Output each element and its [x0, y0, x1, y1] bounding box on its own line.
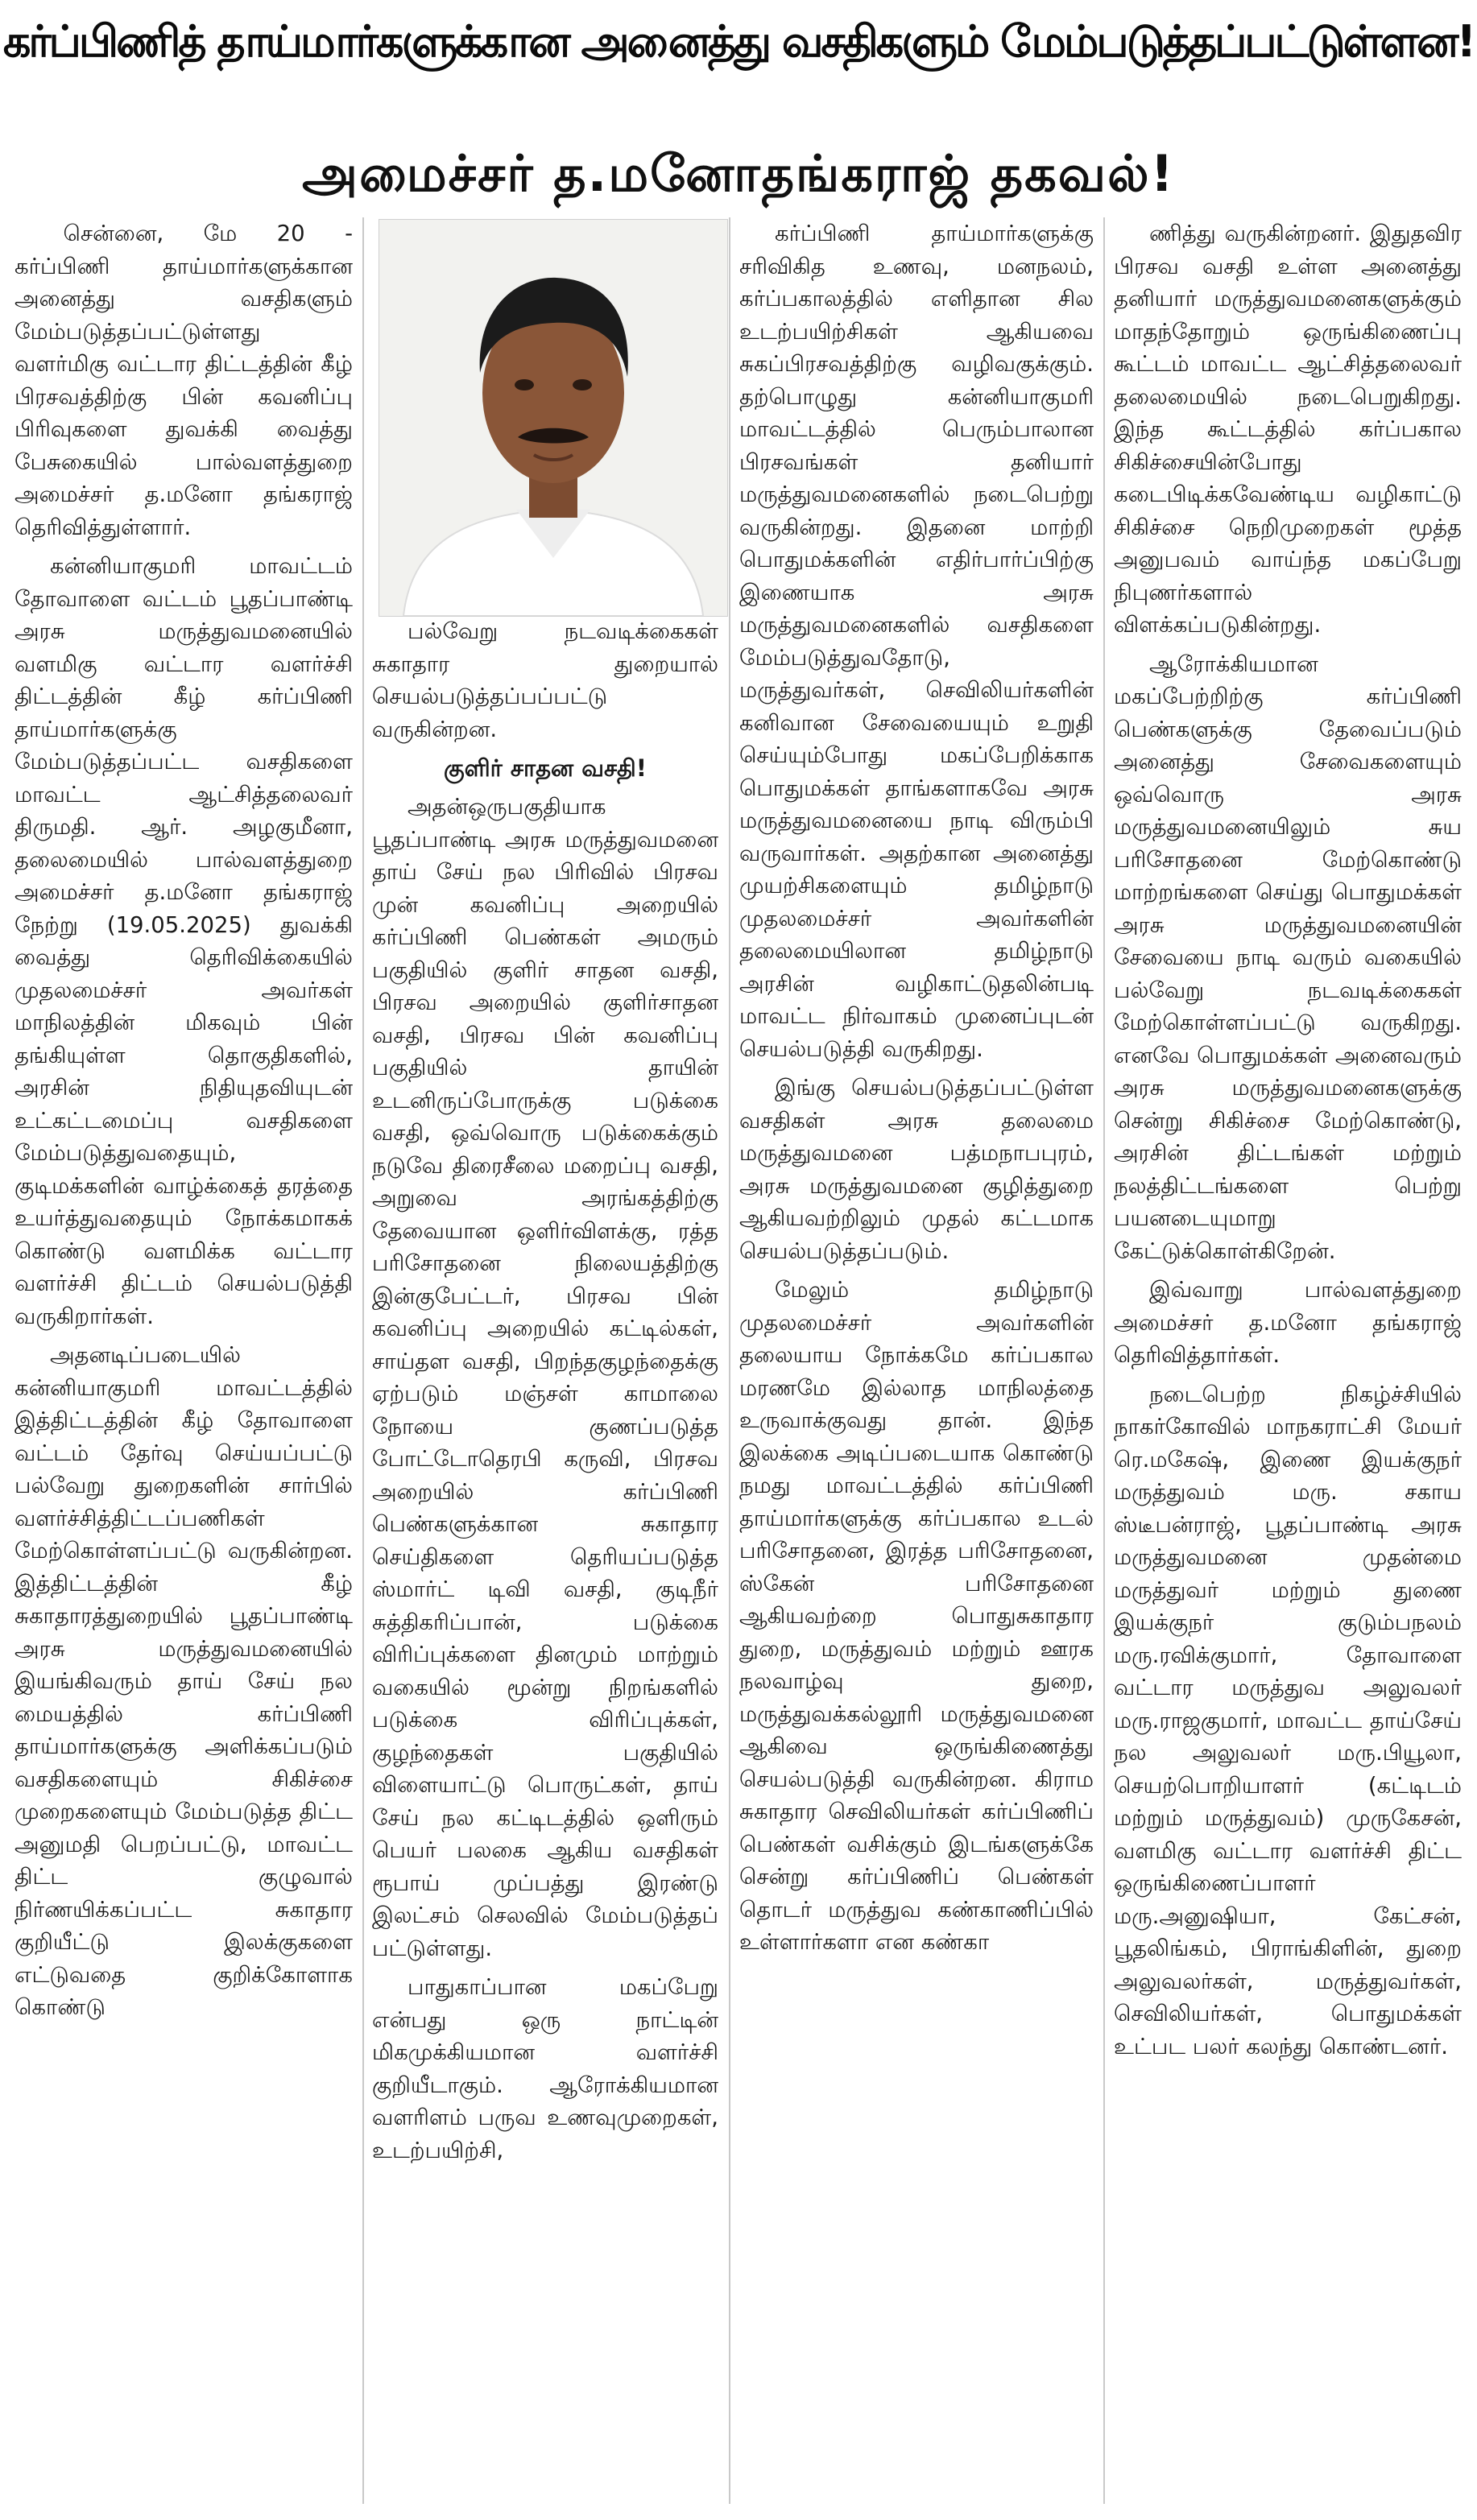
article-paragraph: இவ்வாறு பால்வளத்துறை அமைச்சர் த.மனோ தங்கராஜ் தெரிவித்தார்கள்.: [1114, 1277, 1462, 1368]
article-paragraph: பல்வேறு நடவடிக்கைகள் சுகாதார துறையால் செயல்படுத்தப்பப்பட்டு வருகின்றன.: [372, 618, 718, 742]
article-column-2: [372, 615, 718, 2508]
article-paragraph: மேலும் தமிழ்நாடு முதலமைச்சர் அவர்களின் தலையாய நோக்கமே கர்ப்பகால மரணமே இல்லாத மாநிலத்தை உருவாக்குவது தான். இந்த இலக்கை அடிப்படையாக கொண்டு நமது மாவட்டத்தில் கர்ப்பிணி தாய்மார்களுக்கு கர்ப்பகால உடல் பரிசோதனை, இரத்த பரிசோதனை, ஸ்கேன் பரிசோதனை ஆகியவற்றை பொதுசுகாதார துறை, மருத்துவம் மற்றும் ஊரக நலவாழ்வு துறை, மருத்துவக்கல்லூரி மருத்துவமனை ஆகிவை ஒருங்கிணைத்து செயல்படுத்தி வருகின்றன. கிராம சுகாதார செவிலியர்கள் கர்ப்பிணிப் பெண்கள் வசிக்கும் இடங்களுக்கே சென்று கர்ப்பிணிப் பெண்கள் தொடர் மருத்துவ கண்காணிப்பில் உள்ளார்களா என கண்கா: [739, 1277, 1094, 1955]
article-column-3: [739, 217, 1094, 2508]
article-paragraph: அதன்ஒருபகுதியாக பூதப்பாண்டி அரசு மருத்துவமனை தாய் சேய் நல பிரிவில் பிரசவ முன் கவனிப்பு அறையில் கர்ப்பிணி பெண்கள் அமரும் பகுதியில் குளிர் சாதன வசதி, பிரசவ அறையில் குளிர்சாதன வசதி, பிரசவ பின் கவனிப்பு பகுதியில் தாயின் உடனிருப்போருக்கு படுக்கை வசதி, ஒவ்வொரு படுக்கைக்கும் நடுவே திரைசீலை மறைப்பு வசதி, அறுவை அரங்கத்திற்கு தேவையான ஒளிர்விளக்கு, ரத்த பரிசோதனை நிலையத்திற்கு இன்குபேட்டர், பிரசவ பின் கவனிப்பு அறையில் கட்டில்கள், சாய்தள வசதி, பிறந்தகுழந்தைக்கு ஏற்படும் மஞ்சள் காமாலை நோயை குணப்படுத்த போட்டோதெரபி கருவி, பிரசவ அறையில் கர்ப்பிணி பெண்களுக்கான சுகாதார செய்திகளை தெரியப்படுத்த ஸ்மார்ட் டிவி வசதி, குடிநீர் சுத்திகரிப்பான், படுக்கை விரிப்புக்களை தினமும் மாற்றும் வகையில் மூன்று நிறங்களில் படுக்கை விரிப்புக்கள், குழந்தைகள் பகுதியில் விளையாட்டு பொருட்கள், தாய் சேய் நல கட்டிடத்தில் ஒளிரும் பெயர் பலகை ஆகிய வசதிகள் ரூபாய் முப்பத்து இரண்டு இலட்சம் செலவில் மேம்படுத்தப் பட்டுள்ளது.: [372, 794, 718, 1961]
subheadline: அமைச்சர் த.மனோதங்கராஜ் தகவல்!: [302, 144, 1175, 203]
article-paragraph: பாதுகாப்பான மகப்பேறு என்பது ஒரு நாட்டின் மிகமுக்கியமான வளர்ச்சி குறியீடாகும். ஆரோக்கியமான வளரிளம் பருவ உணவுமுறைகள், உடற்பயிற்சி,: [372, 1974, 718, 2163]
portrait-image: [379, 220, 727, 616]
article-paragraph: கன்னியாகுமரி மாவட்டம் தோவாளை வட்டம் பூதப்பாண்டி அரசு மருத்துவமனையில் வளமிகு வட்டார வளர்ச்சி திட்டத்தின் கீழ் கர்ப்பிணி தாய்மார்களுக்கு மேம்படுத்தப்பட்ட வசதிகளை மாவட்ட ஆட்சித்தலைவர் திருமதி. ஆர். அழகுமீனா, தலைமையில் பால்வளத்துறை அமைச்சர் த.மனோ தங்கராஜ் நேற்று (19.05.2025) துவக்கி வைத்து தெரிவிக்கையில் முதலமைச்சர் அவர்கள் மாநிலத்தின் மிகவும் பின் தங்கியுள்ள தொகுதிகளில், அரசின் நிதியுதவியுடன் உட்கட்டமைப்பு வசதிகளை மேம்படுத்துவதையும், குடிமக்களின் வாழ்க்கைத் தரத்தை உயர்த்துவதையும் நோக்கமாகக் கொண்டு வளமிக்க வட்டார வளர்ச்சி திட்டம் செயல்படுத்தி வருகிறார்கள்.: [14, 553, 353, 1329]
column-divider: [362, 217, 364, 2504]
headline: கர்ப்பிணித் தாய்மார்களுக்கான அனைத்து வசதிகளும் மேம்படுத்தப்பட்டுள்ளன!: [2, 15, 1475, 67]
article-paragraph: இங்கு செயல்படுத்தப்பட்டுள்ள வசதிகள் அரசு தலைமை மருத்துவமனை பத்மநாபபுரம், அரசு மருத்துவமனை குழித்துறை ஆகியவற்றிலும் முதல் கட்டமாக செயல்படுத்தப்படும்.: [739, 1075, 1094, 1264]
dateline-paragraph: சென்னை, மே 20 - கர்ப்பிணி தாய்மார்களுக்கான அனைத்து வசதிகளும் மேம்படுத்தப்பட்டுள்ளது வளர்மிகு வட்டார திட்டத்தின் கீழ் பிரசவத்திற்கு பின் கவனிப்பு பிரிவுகளை துவக்கி வைத்து பேசுகையில் பால்வளத்துறை அமைச்சர் த.மனோ தங்கராஜ் தெரிவித்துள்ளார்.: [14, 221, 353, 540]
article-paragraph: கர்ப்பிணி தாய்மார்களுக்கு சரிவிகித உணவு, மனநலம், கர்ப்பகாலத்தில் எளிதான சில உடற்பயிற்சிகள் ஆகியவை சுகப்பிரசவத்திற்கு வழிவகுக்கும். தற்பொழுது கன்னியாகுமரி மாவட்டத்தில் பெரும்பாலான பிரசவங்கள் தனியார் மருத்துவமனைகளில் நடைபெற்று வருகின்றது. இதனை மாற்றி பொதுமக்களின் எதிர்பார்ப்பிற்கு இணையாக அரசு மருத்துவமனைகளில் வசதிகளை மேம்படுத்துவதோடு, மருத்துவர்கள், செவிலியர்களின் கனிவான சேவையையும் உறுதி செய்யும்போது மகப்பேறிக்காக பொதுமக்கள் தாங்களாகவே அரசு மருத்துவமனையை நாடி விரும்பி வருவார்கள். அதற்கான அனைத்து முயற்சிகளையும் தமிழ்நாடு முதலமைச்சர் அவர்களின் தலைமையிலான தமிழ்நாடு அரசின் வழிகாட்டுதலின்படி மாவட்ட நிர்வாகம் முனைப்புடன் செயல்படுத்தி வருகிறது.: [739, 221, 1094, 1062]
article-paragraph: ணித்து வருகின்றனர். இதுதவிர பிரசவ வசதி உள்ள அனைத்து தனியார் மருத்துவமனைகளுக்கும் மாதந்தோறும் ஒருங்கிணைப்பு கூட்டம் மாவட்ட ஆட்சித்தலைவர் தலைமையில் நடைபெறுகிறது. இந்த கூட்டத்தில் கர்ப்பகால சிகிச்சையின்போது கடைபிடிக்கவேண்டிய வழிகாட்டு சிகிச்சை நெறிமுறைகள் மூத்த அனுபவம் வாய்ந்த மகப்பேறு நிபுணர்களால் விளக்கப்படுகின்றது.: [1114, 221, 1462, 638]
article-column-4: [1114, 217, 1462, 2508]
article-column-1: [14, 217, 353, 2508]
article-paragraph: நடைபெற்ற நிகழ்ச்சியில் நாகர்கோவில் மாநகராட்சி மேயர் ரெ.மகேஷ், இணை இயக்குநர் மருத்துவம் மரு. சகாய ஸ்டீபன்ராஜ், பூதப்பாண்டி அரசு மருத்துவமனை முதன்மை மருத்துவர் மற்றும் துணை இயக்குநர் குடும்பநலம் மரு.ரவிக்குமார், தோவாளை வட்டார மருத்துவ அலுவலர் மரு.ராஜகுமார், மாவட்ட தாய்சேய் நல அலுவலர் மரு.பியூலா, செயற்பொறியாளர் (கட்டிடம் மற்றும் மருத்துவம்) முருகேசன், வளமிகு வட்டார வளர்ச்சி திட்ட ஒருங்கிணைப்பாளர் மரு.அனுஷியா, கேட்சன், பூதலிங்கம், பிராங்கிளின், துறை அலுவலர்கள், மருத்துவர்கள், செவிலியர்கள், பொதுமக்கள் உட்பட பலர் கலந்து கொண்டனர்.: [1114, 1381, 1462, 2059]
minister-photo: [379, 219, 728, 617]
column-divider: [729, 217, 730, 2504]
column-divider: [1103, 217, 1105, 2504]
article-paragraph: ஆரோக்கியமான மகப்பேற்றிற்கு கர்ப்பிணி பெண்களுக்கு தேவைப்படும் அனைத்து சேவைகளையும் ஒவ்வொரு அரசு மருத்துவமனையிலும் சுய பரிசோதனை மேற்கொண்டு மாற்றங்களை செய்து பொதுமக்கள் அரசு மருத்துவமனையின் சேவையை நாடி வரும் வகையில் பல்வேறு நடவடிக்கைகள் மேற்கொள்ளப்பட்டு வருகிறது. எனவே பொதுமக்கள் அனைவரும் அரசு மருத்துவமனைகளுக்கு சென்று சிகிச்சை மேற்கொண்டு, அரசின் திட்டங்கள் மற்றும் நலத்திட்டங்களை பெற்று பயனடையுமாறு கேட்டுக்கொள்கிறேன்.: [1114, 651, 1462, 1264]
article-paragraph: அதனடிப்படையில் கன்னியாகுமரி மாவட்டத்தில் இத்திட்டத்தின் கீழ் தோவாளை வட்டம் தேர்வு செய்யப்பட்டு பல்வேறு துறைகளின் சார்பில் வளர்ச்சித்திட்டப்பணிகள் மேற்கொள்ளப்பட்டு வருகின்றன. இத்திட்டத்தின் கீழ் சுகாதாரத்துறையில் பூதப்பாண்டி அரசு மருத்துவமனையில் இயங்கிவரும் தாய் சேய் நல மையத்தில் கர்ப்பிணி தாய்மார்களுக்கு அளிக்கப்படும் வசதிகளையும் சிகிச்சை முறைகளையும் மேம்படுத்த திட்ட அனுமதி பெறப்பட்டு, மாவட்ட திட்ட குழுவால் நிர்ணயிக்கப்பட்ட சுகாதார குறியீட்டு இலக்குகளை எட்டுவதை குறிக்கோளாக கொண்டு: [14, 1342, 353, 2020]
section-heading: குளிர் சாதன வசதி!: [443, 754, 647, 782]
